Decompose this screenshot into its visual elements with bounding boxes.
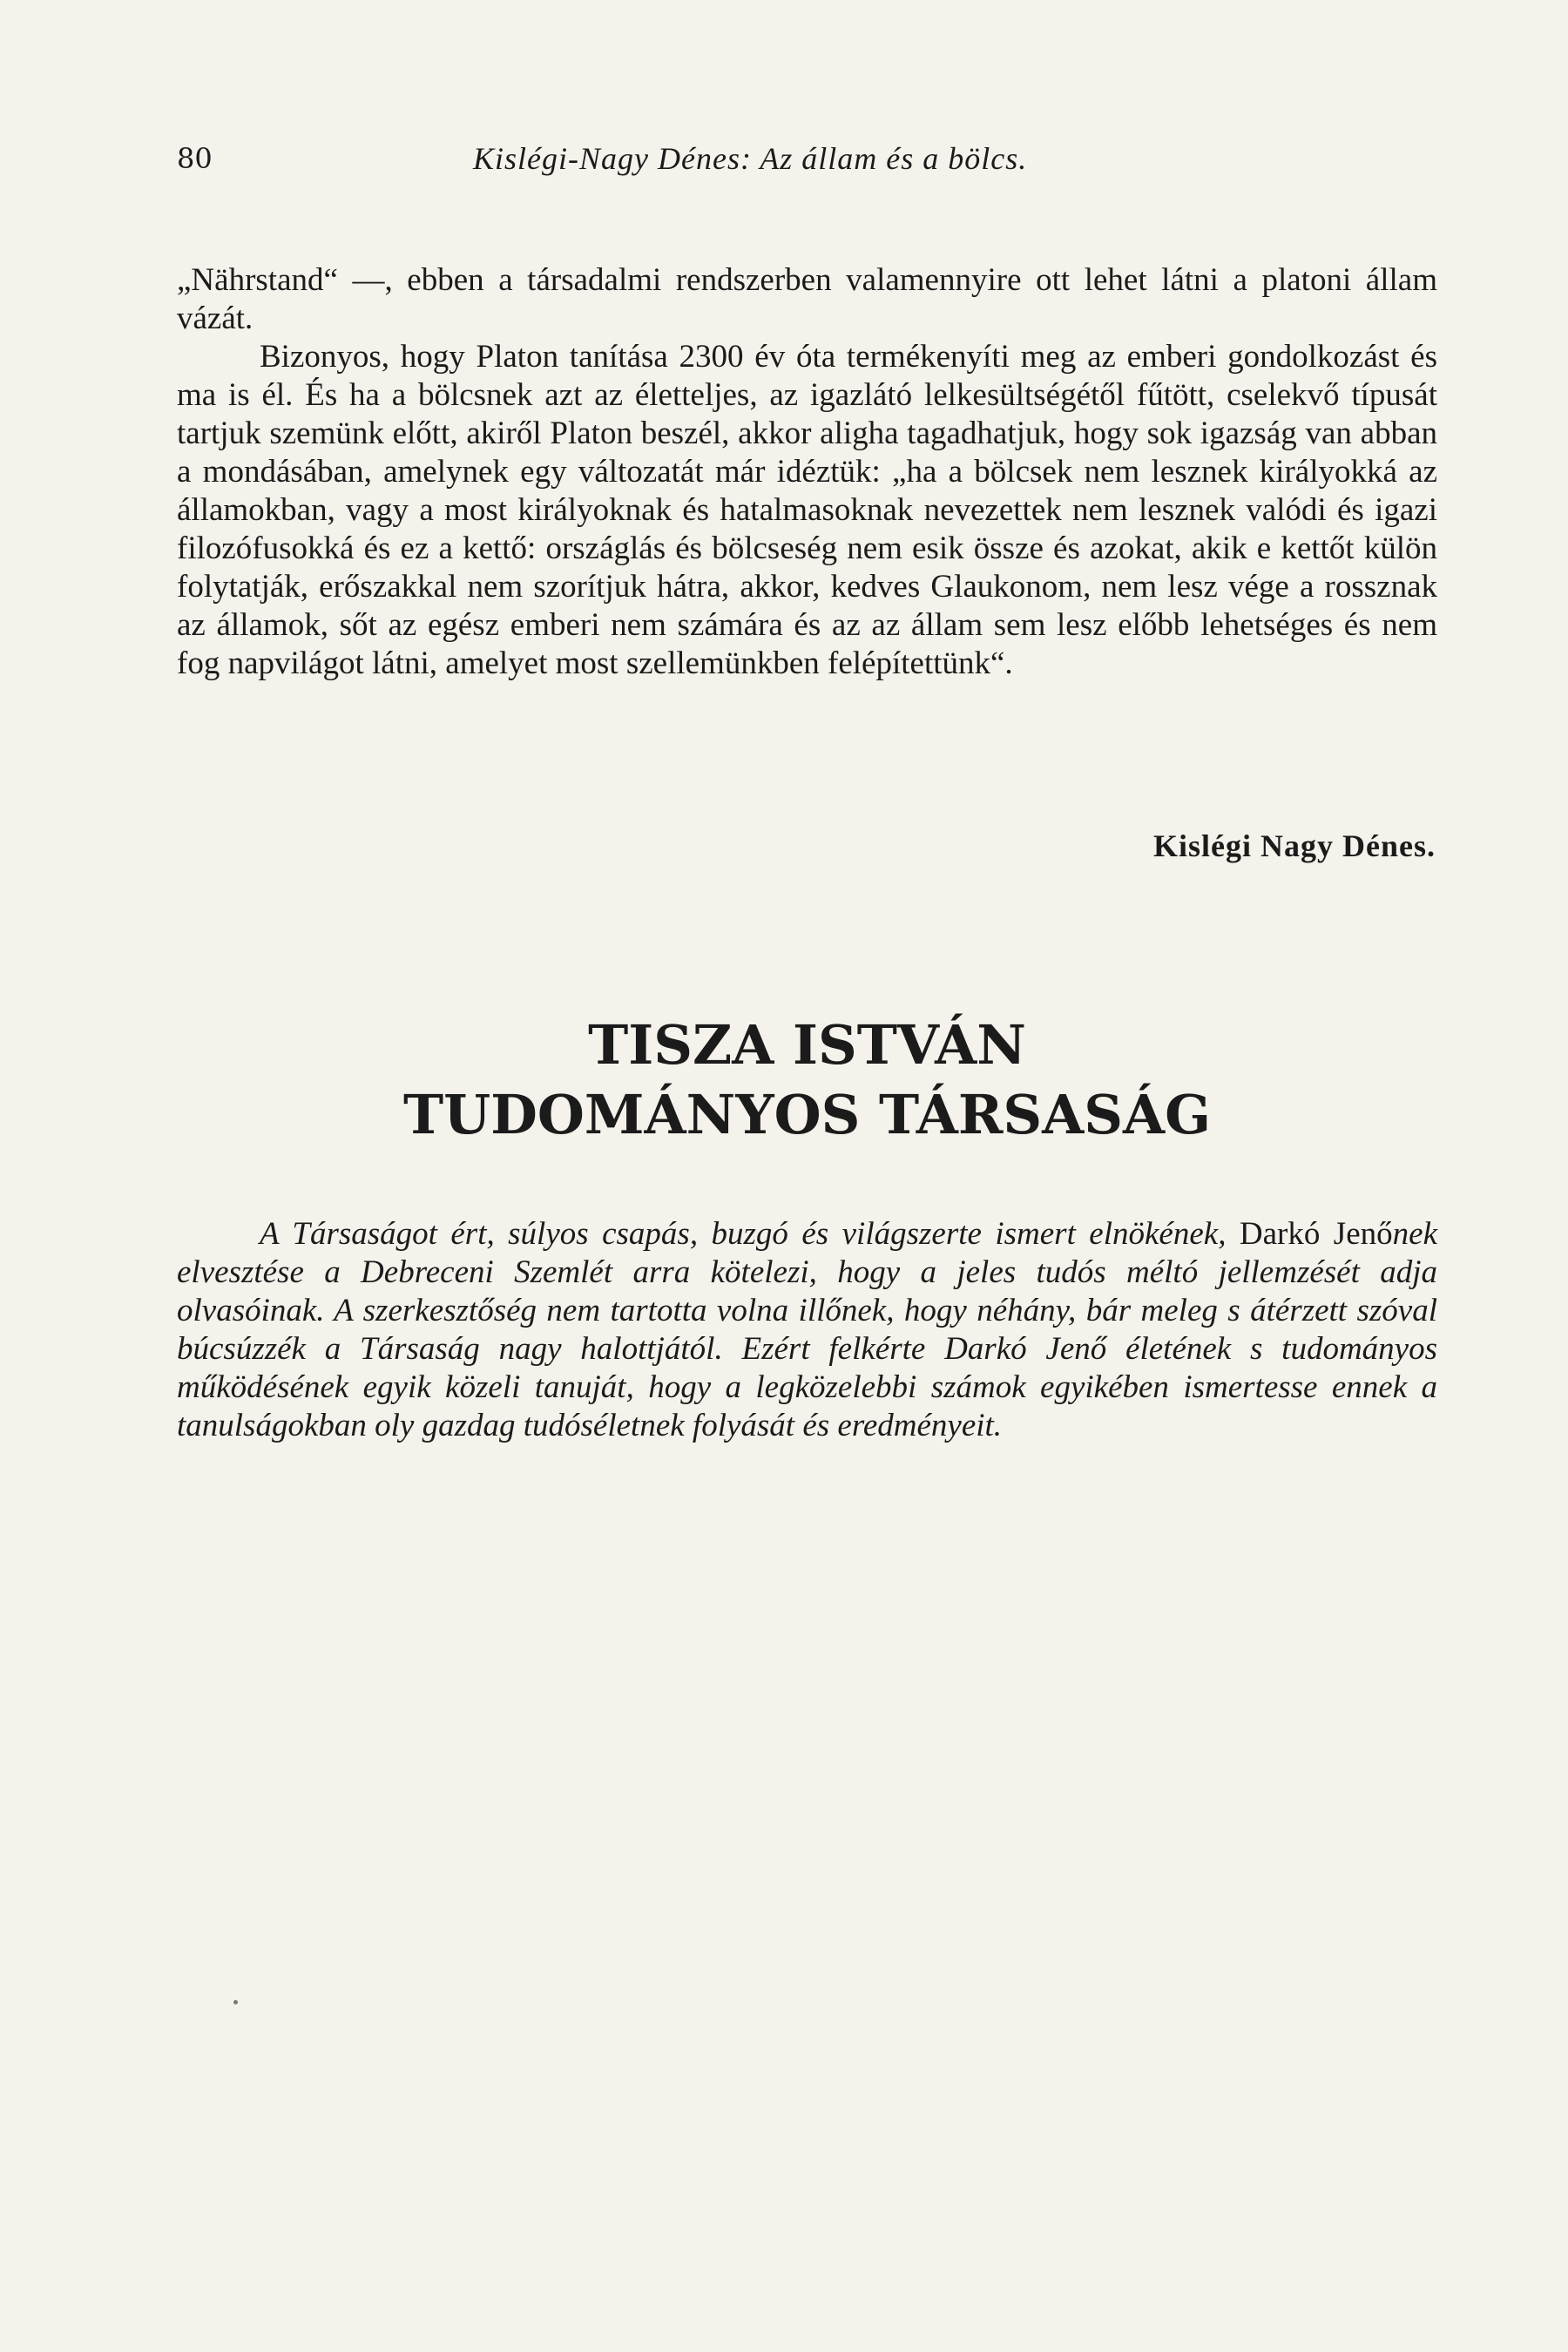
section-text-name: Darkó Jenő	[1239, 1216, 1393, 1252]
running-head: Kislégi-Nagy Dénes: Az állam és a bölcs.	[473, 141, 1028, 176]
paragraph-2: Bizonyos, hogy Platon tanítása 2300 év óta termékenyíti meg az emberi gondolkozást és ma is él. És ha a bölcsnek azt az életteljes, az igazlátó lelkesültségétől fűtött, cselekvő típusát tartjuk szemünk előtt, akiről Platon beszél, akkor aligha tagadhatjuk, hogy sok igazság van abban a mondásában, amelynek egy változatát már idéztük: „ha a bölcsek nem lesznek királyokká az államokban, vagy a most királyoknak és hatalmasoknak nevezettek nem lesznek valódi és igazi filozófusokká és ez a kettő: országlás és bölcseség nem esik össze és azokat, akik e kettőt külön folytatják, erőszakkal nem szorítjuk hátra, akkor, kedves Glaukonom, nem lesz vége a rossznak az államok, sőt az egész emberi nem számára és az az állam sem lesz előbb lehetséges és nem fog napvilágot látni, amelyet most szellemünkben felépítettünk“.	[177, 339, 1437, 681]
paragraph-1: „Nährstand“ —, ebben a társadalmi rendszerben valamennyire ott lehet látni a platoni állam vázát.	[177, 262, 1437, 336]
section-title-line-1: TISZA ISTVÁN	[588, 1013, 1026, 1077]
article-body	[177, 261, 1437, 683]
section-text-part-1: A Társaságot ért, súlyos csapás, buzgó és világszerte ismert elnökének,	[260, 1216, 1240, 1252]
author-signature: Kislégi Nagy Dénes.	[1153, 828, 1436, 863]
section-title	[177, 1010, 1437, 1150]
page-number: 80	[177, 142, 213, 175]
stray-dot	[233, 2000, 238, 2004]
page-header	[177, 141, 1440, 179]
section-title-line-2: TUDOMÁNYOS TÁRSASÁG	[402, 1083, 1212, 1146]
section-text-part-2: nek elvesztése a Debreceni Szemlét arra kötelezi, hogy a jeles tudós méltó jellemzését adja olvasóinak. A szerkesztőség nem tartotta volna illőnek, hogy néhány, bár meleg s átérzett szóval búcsúzzék a Társaság nagy halottjától. Ezért felkérte Darkó Jenő életének s tudományos működésének egyik közeli tanuját, hogy a legközelebbi számok egyikében ismertesse ennek a tanulságokban oly gazdag tudóséletnek folyását és eredményeit.	[177, 1216, 1437, 1443]
section-paragraph	[177, 1215, 1437, 1445]
